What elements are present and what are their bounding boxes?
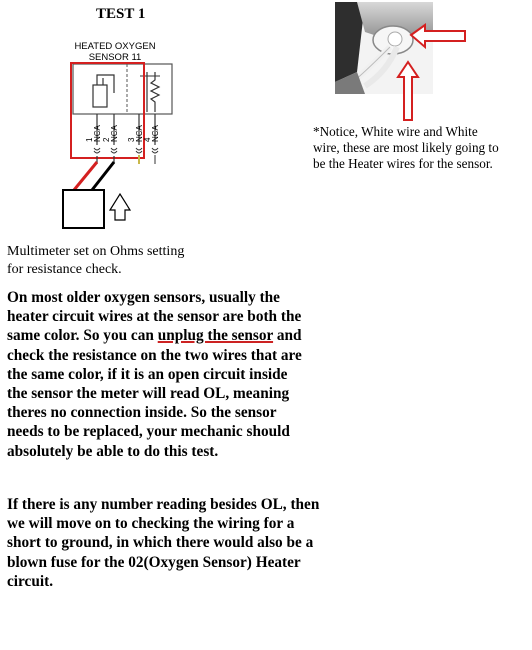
test-title: TEST 1	[96, 6, 146, 22]
pin-1-number: 1	[85, 137, 94, 142]
paragraph-line: On most older oxygen sensors, usually the	[7, 289, 280, 306]
paragraph-line: check the resistance on the two wires that are	[7, 346, 302, 364]
sensor-label-line2: SENSOR 11	[88, 52, 142, 63]
paragraph-line: circuit.	[7, 572, 54, 590]
heater-element-symbol	[93, 75, 114, 107]
caption-line: for resistance check.	[7, 262, 122, 277]
pin-2-number: 2	[102, 137, 111, 142]
paragraph-line: the sensor the meter will read OL, meaning	[7, 385, 290, 403]
paragraph-line: If there is any number reading besides OL, then	[7, 496, 320, 513]
pin-3-number: 3	[127, 137, 136, 142]
paragraph-line: same color. So you can unplug the sensor and	[7, 327, 302, 345]
multimeter-box	[63, 190, 104, 228]
paragraph-line: theres no connection inside. So the sensor	[7, 404, 277, 422]
up-arrow-icon	[110, 194, 130, 220]
notice-line: wire, these are most likely going to	[313, 140, 499, 155]
paragraph-line: short to ground, in which there would also be a	[7, 534, 314, 552]
notice-text	[313, 124, 528, 172]
instructions-paragraph-2	[7, 495, 527, 591]
notice-line: *Notice, White wire and White	[313, 124, 478, 139]
paragraph-line: the same color, if it is an open circuit inside	[7, 365, 288, 383]
multimeter-caption	[7, 243, 237, 279]
paragraph-line: blown fuse for the 02(Oxygen Sensor) Heater	[7, 553, 301, 571]
pin-1-code: NCA	[93, 125, 102, 142]
heater-circuit-highlight	[71, 63, 144, 158]
paragraph-line: needs to be replaced, your mechanic should	[7, 423, 290, 441]
sensor-label-line1: HEATED OXYGEN	[74, 41, 156, 52]
notice-line: be the Heater wires for the sensor.	[313, 156, 493, 171]
sensor-connector-photo	[335, 2, 467, 122]
pin-2-code: NCA	[110, 125, 119, 142]
pin-3-code: NCA	[135, 125, 144, 142]
sensor-outline	[73, 64, 172, 114]
caption-line: Multimeter set on Ohms setting	[7, 244, 185, 259]
instructions-paragraph-1	[7, 288, 527, 461]
pin-4-number: 4	[143, 137, 152, 142]
paragraph-line: absolutely be able to do this test.	[7, 442, 219, 460]
connector-terminals	[94, 148, 158, 153]
unplug-sensor-emphasis: unplug the sensor	[157, 327, 274, 345]
paragraph-line: heater circuit wires at the sensor are both the	[7, 308, 302, 326]
paragraph-line: we will move on to checking the wiring for a	[7, 515, 295, 533]
oxygen-sensor-wiring-diagram	[40, 38, 240, 248]
pin-4-code: NCA	[151, 125, 160, 142]
